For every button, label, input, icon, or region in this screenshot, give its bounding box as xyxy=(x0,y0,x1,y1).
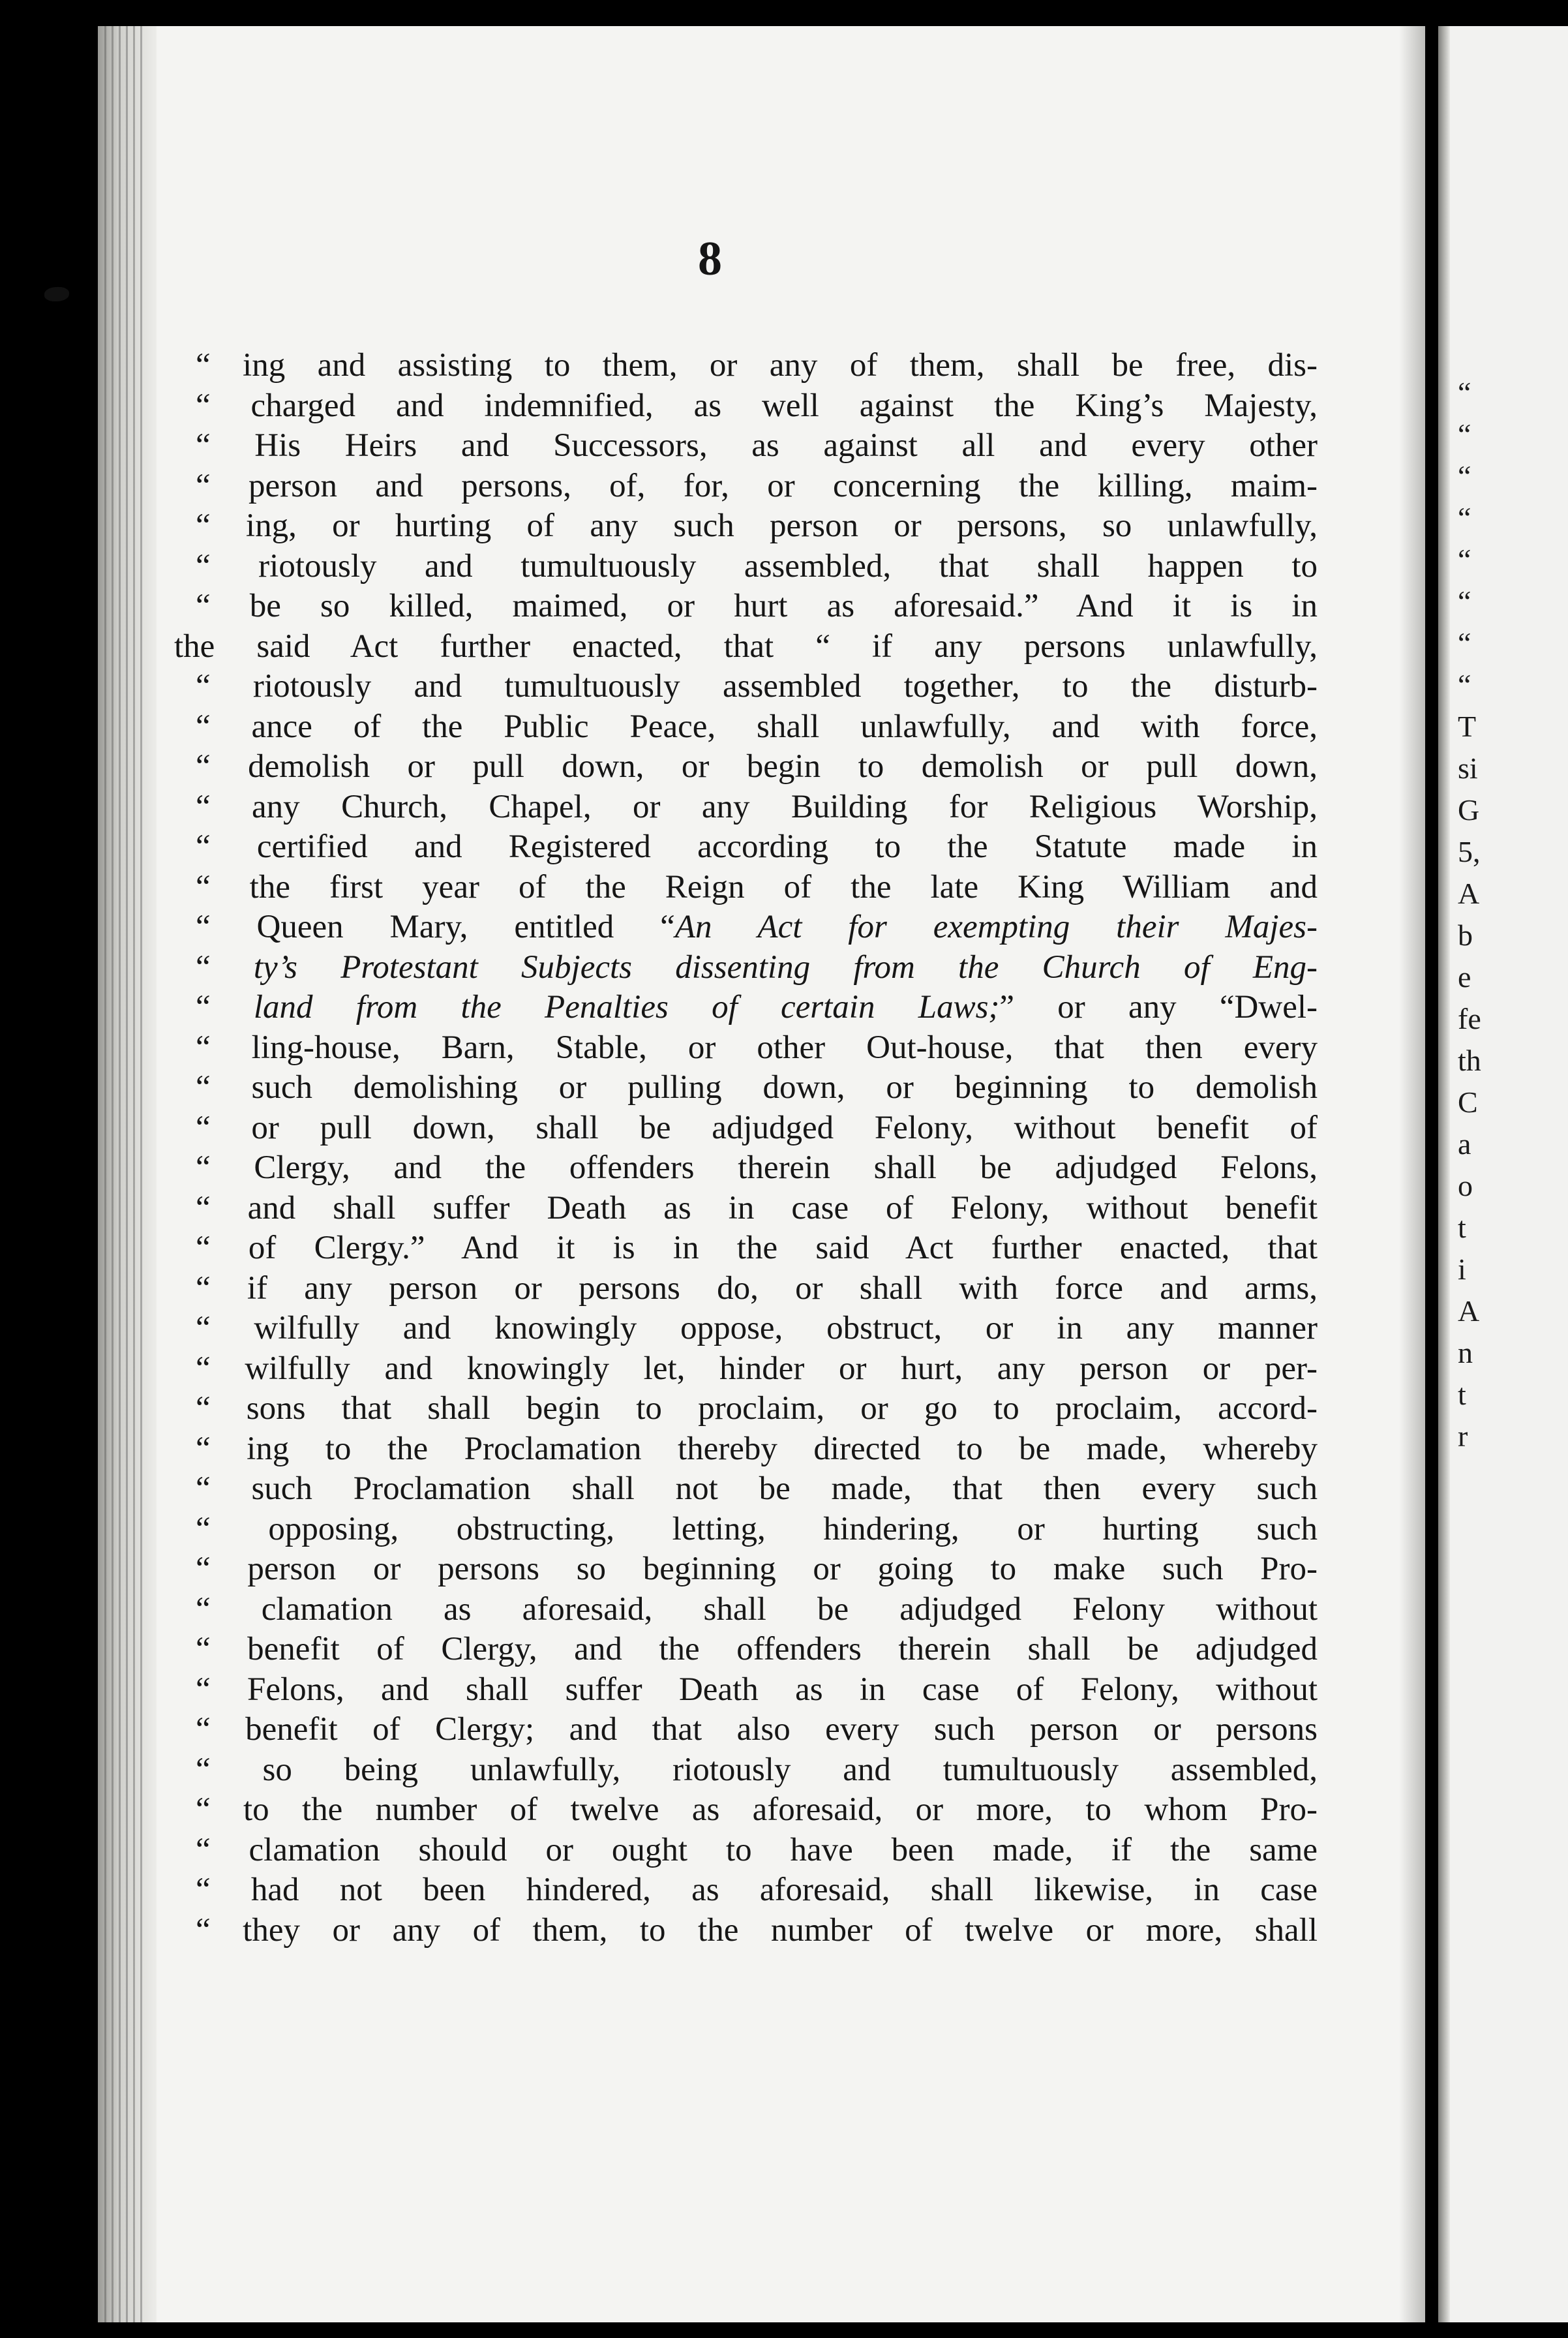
text-line: “ to the number of twelve as aforesaid, or more, to whom Pro- xyxy=(196,1791,1318,1828)
text-line: “ ing and assisting to them, or any of them, shall be free, dis- xyxy=(196,347,1318,384)
text-line: “ demolish or pull down, or begin to demolish or pull down, xyxy=(196,748,1318,785)
text-line: “ His Heirs and Successors, as against all and every other xyxy=(196,427,1318,464)
facing-fragment: 5, xyxy=(1458,835,1481,868)
facing-fragment: A xyxy=(1458,1294,1480,1328)
text-line: “ any Church, Chapel, or any Building for Religious Worship, xyxy=(196,788,1318,825)
text-line: the said Act further enacted, that “ if any persons unlawfully, xyxy=(174,628,1318,665)
facing-fragment: r xyxy=(1458,1420,1468,1453)
text-line: “ they or any of them, to the number of twelve or more, shall xyxy=(196,1911,1318,1949)
page-gutter-lines xyxy=(104,26,143,2322)
text-line: “ Queen Mary, entitled “An Act for exempting their Majes- xyxy=(196,909,1318,945)
text-line: “ the first year of the Reign of the late King William and xyxy=(196,868,1318,905)
text-line: “ benefit of Clergy; and that also every such person or persons xyxy=(196,1711,1318,1748)
facing-fragment: T xyxy=(1458,710,1477,743)
facing-fragment: th xyxy=(1458,1044,1481,1077)
text-line: “ clamation should or ought to have been made, if the same xyxy=(196,1831,1318,1868)
text-line: “ ling-house, Barn, Stable, or other Out-house, that then every xyxy=(196,1029,1318,1066)
text-line: “ Clergy, and the offenders therein shall be adjudged Felons, xyxy=(196,1149,1318,1186)
text-line: “ certified and Registered according to the Statute made in xyxy=(196,828,1318,865)
text-line: “ clamation as aforesaid, shall be adjudged Felony without xyxy=(196,1590,1318,1628)
text-line: “ ty’s Protestant Subjects dissenting from the Church of Eng- xyxy=(196,949,1318,986)
text-line: “ wilfully and knowingly oppose, obstruct, or in any manner xyxy=(196,1310,1318,1346)
facing-fragment: “ xyxy=(1458,668,1471,701)
text-line: “ ing to the Proclamation thereby directed to be made, whereby xyxy=(196,1430,1318,1467)
facing-fragment: “ xyxy=(1458,459,1471,493)
facing-fragment: e xyxy=(1458,960,1471,994)
facing-fragment: i xyxy=(1458,1252,1466,1286)
text-line: “ Felons, and shall suffer Death as in case of Felony, without xyxy=(196,1671,1318,1708)
text-line: “ person and persons, of, for, or concerning the killing, maim- xyxy=(196,467,1318,504)
body-text xyxy=(174,346,1318,1951)
text-line: “ ance of the Public Peace, shall unlawfully, and with force, xyxy=(196,708,1318,745)
text-line: “ such demolishing or pulling down, or beginning to demolish xyxy=(196,1069,1318,1106)
facing-fragment: o xyxy=(1458,1169,1473,1202)
facing-fragment: fe xyxy=(1458,1002,1481,1035)
text-line: “ person or persons so beginning or going to make such Pro- xyxy=(196,1551,1318,1587)
facing-fragment: “ xyxy=(1458,418,1471,451)
text-line: “ or pull down, shall be adjudged Felony, without benefit of xyxy=(196,1109,1318,1146)
facing-fragment: “ xyxy=(1458,543,1471,576)
text-line: “ sons that shall begin to proclaim, or go to proclaim, accord- xyxy=(196,1390,1318,1427)
facing-fragment: G xyxy=(1458,793,1480,827)
facing-fragment: A xyxy=(1458,877,1480,910)
text-line: “ wilfully and knowingly let, hinder or hurt, any person or per- xyxy=(196,1350,1318,1387)
text-line: “ so being unlawfully, riotously and tumultuously assembled, xyxy=(196,1751,1318,1788)
facing-fragment: n xyxy=(1458,1336,1473,1369)
facing-fragment: C xyxy=(1458,1086,1478,1119)
page-number: 8 xyxy=(698,232,722,286)
scan-speck xyxy=(44,287,69,301)
text-line: “ had not been hindered, as aforesaid, shall likewise, in case xyxy=(196,1872,1318,1908)
text-line: “ charged and indemnified, as well against the King’s Majesty, xyxy=(196,387,1318,424)
text-line: “ of Clergy.” And it is in the said Act further enacted, that xyxy=(196,1230,1318,1266)
book-page-right-facing xyxy=(1438,26,1568,2322)
facing-fragment: t xyxy=(1458,1378,1466,1411)
text-line: “ ing, or hurting of any such person or persons, so unlawfully, xyxy=(196,508,1318,544)
text-line: “ riotously and tumultuously assembled together, to the disturb- xyxy=(196,668,1318,705)
facing-fragment: “ xyxy=(1458,501,1471,534)
text-line: “ riotously and tumultuously assembled, that shall happen to xyxy=(196,547,1318,584)
facing-fragment: si xyxy=(1458,752,1478,785)
text-line: “ and shall suffer Death as in case of Felony, without benefit xyxy=(196,1189,1318,1226)
facing-fragment: “ xyxy=(1458,376,1471,409)
text-line: “ benefit of Clergy, and the offenders therein shall be adjudged xyxy=(196,1631,1318,1667)
facing-fragment: “ xyxy=(1458,626,1471,660)
text-line: “ be so killed, maimed, or hurt as aforesaid.” And it is in xyxy=(196,588,1318,624)
facing-fragment: b xyxy=(1458,918,1473,952)
facing-fragment: “ xyxy=(1458,584,1471,618)
text-line: “ land from the Penalties of certain Laws;” or any “Dwel- xyxy=(196,989,1318,1025)
facing-page-edge xyxy=(1438,26,1450,2322)
page-edge-shadow xyxy=(1399,26,1425,2322)
facing-page-text-fragments xyxy=(1458,372,1481,1457)
facing-fragment: a xyxy=(1458,1127,1471,1161)
text-line: “ if any person or persons do, or shall with force and arms, xyxy=(196,1269,1318,1307)
text-line: “ such Proclamation shall not be made, that then every such xyxy=(196,1470,1318,1507)
text-line: “ opposing, obstructing, letting, hindering, or hurting such xyxy=(196,1510,1318,1547)
facing-fragment: t xyxy=(1458,1211,1466,1244)
